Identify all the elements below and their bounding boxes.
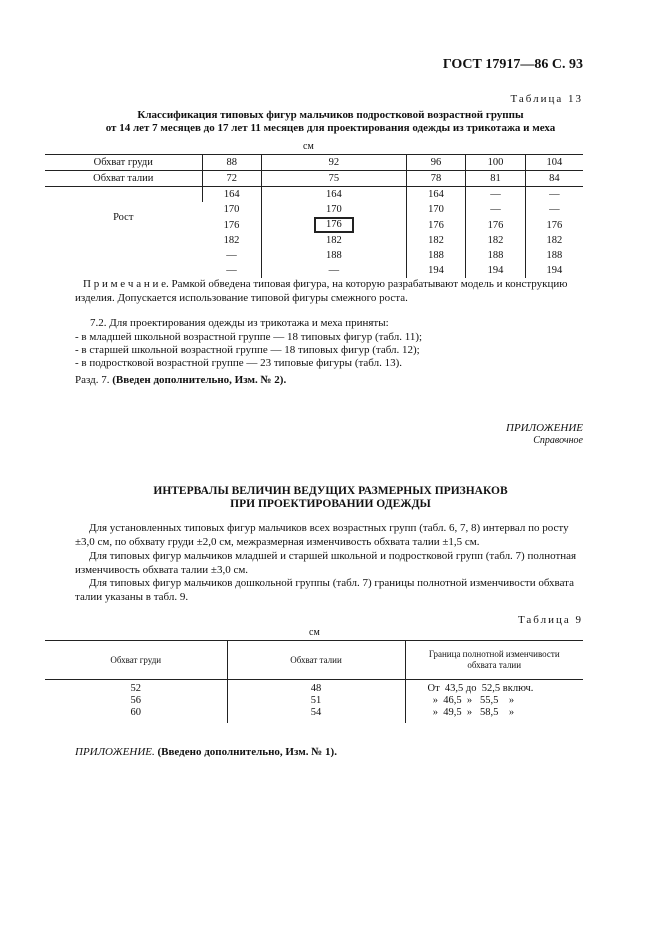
table-cell: 170 [406,202,466,217]
table-cell: 194 [525,263,583,278]
table-cell: 170 [262,202,407,217]
table-cell: 100 [466,155,526,171]
appendix-title-line1: ИНТЕРВАЛЫ ВЕЛИЧИН ВЕДУЩИХ РАЗМЕРНЫХ ПРИЗНАКОВ [153,485,508,497]
table13-label: Таблица 13 [510,93,583,105]
table-cell: 88 [202,155,262,171]
table-cell: 188 [406,248,466,263]
table-cell: 182 [466,233,526,248]
section72-item: - в старшей школьной возрастной группе — 18 типовых фигур (табл. 12); [75,344,420,356]
table-cell: 72 [202,171,262,187]
running-title: ГОСТ 17917—86 С. 93 [442,57,583,72]
table-cell: Обхват груди [45,155,202,171]
table-cell: — [525,187,583,203]
table-cell: Обхват талии [45,171,202,187]
table-cell: 182 [525,233,583,248]
table-row [45,680,583,696]
table-cell: 188 [466,248,526,263]
table-cell: 176 [406,217,466,233]
table-cell: — [226,250,237,261]
table-cell: 104 [525,155,583,171]
appendix-paragraph: Для типовых фигур мальчиков младшей и старшей школьной и подростковой групп (табл. 7) полнотная изменчивость обхвата талии ±3,0 см. [75,550,577,576]
table-cell: 164 [262,187,407,203]
section72-amendment [75,373,286,387]
table-cell: » 49,5 » 58,5 » [405,707,583,723]
table-cell: 56 [130,695,141,706]
table13 [45,154,583,278]
appendix-paragraph: Для типовых фигур мальчиков дошкольной группы (табл. 7) границы полнотной изменчивости обхвата талии указаны в табл. 9. [75,577,574,603]
table9-unit: см [309,627,320,638]
table-cell: От 43,5 до 52,5 включ. [405,680,583,696]
table-cell: » 46,5 » 55,5 » [405,695,583,707]
column-header: Обхват груди [45,641,227,680]
table-cell: — [466,187,526,203]
table-cell: 176 [466,217,526,233]
table-cell: — [226,265,237,276]
footer-amendment [75,745,337,759]
table-cell: 188 [262,248,407,263]
table13-row-waist [45,171,583,187]
appendix-label: ПРИЛОЖЕНИЕ [506,422,583,434]
table-cell: 176 [525,217,583,233]
table-cell: 176 [223,219,240,231]
table-cell: 75 [262,171,407,187]
column-header-line: обхвата талии [467,660,522,670]
table-cell: 52 [130,683,141,694]
typical-figure-box: 176 [314,217,354,233]
appendix-paragraph: Для установленных типовых фигур мальчиков всех возрастных групп (табл. 6, 7, 8) интервал по росту ±3,0 см, по обхвату груди ±2,0 см, межразмерная изменчивость обхвата талии ±1,5 см. [75,522,569,548]
table-cell: — [525,202,583,217]
appendix-title-line2: ПРИ ПРОЕКТИРОВАНИИ ОДЕЖДЫ [230,498,431,510]
amendment-text: (Введен дополнительно, Изм. № 2). [112,374,287,386]
section72-intro: 7.2. Для проектирования одежды из трикотажа и меха приняты: [90,317,389,329]
table-cell: 194 [466,263,526,278]
column-header [405,641,583,680]
table-cell: 194 [406,263,466,278]
table-row [45,695,583,707]
appendix-sublabel: Справочное [533,435,583,446]
table-cell: 188 [525,248,583,263]
table-row [45,707,583,723]
footer-label: ПРИЛОЖЕНИЕ. [75,746,155,758]
table-cell: 92 [262,155,407,171]
amendment-prefix: Разд. 7. [75,374,110,386]
table-cell: 51 [227,695,405,707]
footer-text: (Введено дополнительно, Изм. № 1). [157,746,337,758]
table9 [45,640,583,723]
table-cell: 96 [406,155,466,171]
table-row [45,187,583,203]
table13-row-chest [45,155,583,171]
table-cell: 81 [466,171,526,187]
table13-title-line1: Классификация типовых фигур мальчиков подростковой возрастной группы [137,109,524,121]
table-cell: 84 [525,171,583,187]
table-cell: 164 [202,187,262,203]
table-cell: 54 [227,707,405,723]
section72-item: - в подростковой возрастной группе — 23 типовые фигуры (табл. 13). [75,357,403,369]
section72-item: - в младшей школьной возрастной группе — 18 типовых фигур (табл. 11); [75,331,423,343]
table13-title-line2: от 14 лет 7 месяцев до 17 лет 11 месяцев для проектирования одежды из трикотажа и меха [105,122,556,134]
table-cell: 170 [223,204,240,215]
column-header-line: Граница полнотной изменчивости [428,649,560,659]
table-cell: 48 [227,680,405,696]
table9-label: Таблица 9 [517,614,583,626]
column-header: Обхват талии [227,641,405,680]
table-cell: 182 [406,233,466,248]
table-cell: 60 [130,707,141,718]
table-cell: — [466,202,526,217]
table-cell: 182 [262,233,407,248]
table-cell: — [262,263,407,278]
height-label: Рост [113,212,134,223]
table-cell: 182 [223,235,240,246]
table9-header [45,641,583,680]
table-cell: 78 [406,171,466,187]
table-cell [262,217,407,233]
table-cell: 164 [406,187,466,203]
table13-note: П р и м е ч а н и е. Рамкой обведена типовая фигура, на которую разрабатывают модель и конструкцию изделия. Допускается использование типовой фигуры смежного роста. [75,278,568,304]
table13-unit: см [303,141,314,152]
